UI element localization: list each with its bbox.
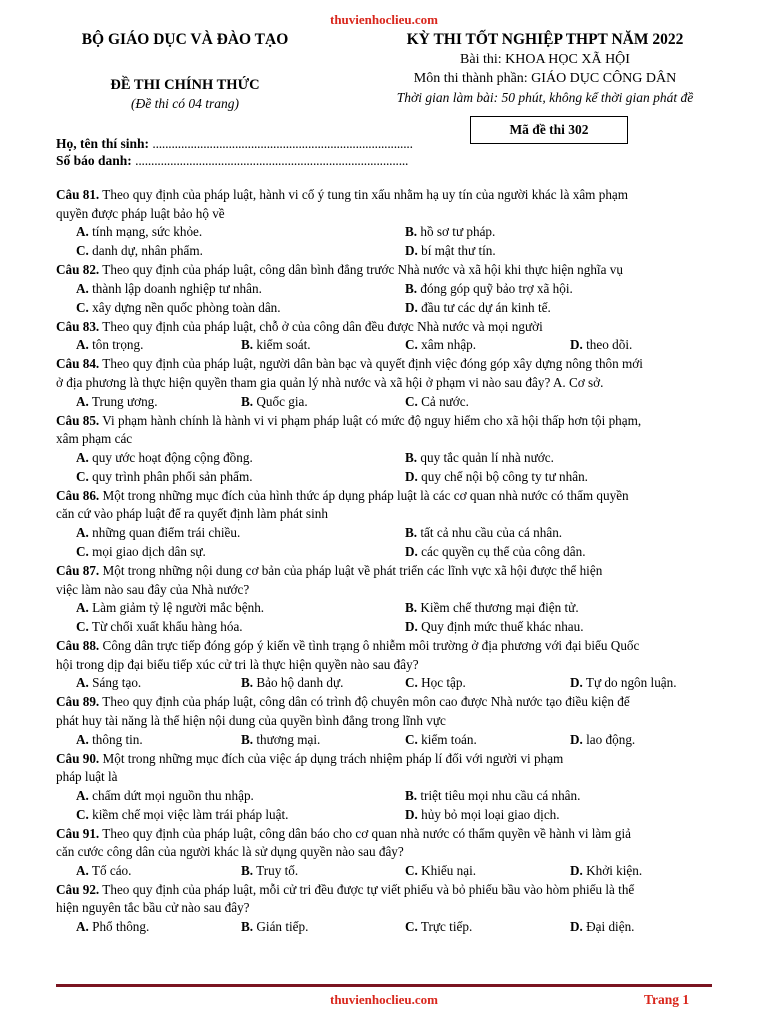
answer-option[interactable] bbox=[241, 862, 298, 881]
option-letter: D. bbox=[405, 243, 418, 259]
answer-options-row bbox=[56, 242, 728, 261]
answer-option[interactable] bbox=[405, 468, 588, 487]
page-count-note: (Đề thi có 04 trang) bbox=[131, 96, 239, 111]
question-text-line bbox=[56, 825, 728, 844]
answer-option[interactable] bbox=[76, 280, 262, 299]
answer-option[interactable] bbox=[76, 242, 203, 261]
option-text: lao động. bbox=[586, 731, 636, 747]
question-text: Theo quy định của pháp luật, người dân bàn bạc và quyết định việc đóng góp xây dựng nông thôn mới bbox=[102, 356, 643, 372]
subject-line: Bài thi: KHOA HỌC XÃ HỘI bbox=[460, 52, 630, 67]
question-list bbox=[56, 186, 728, 937]
site-watermark-bottom[interactable]: thuvienhoclieu.com bbox=[330, 992, 438, 1007]
page-number: Trang 1 bbox=[644, 992, 690, 1007]
question bbox=[56, 318, 728, 356]
option-text: tôn trọng. bbox=[92, 337, 144, 353]
answer-option[interactable] bbox=[241, 393, 308, 412]
answer-option[interactable] bbox=[405, 918, 472, 937]
option-letter: B. bbox=[241, 337, 254, 353]
answer-option[interactable] bbox=[241, 674, 343, 693]
option-letter: B. bbox=[405, 787, 418, 803]
option-text: quy ước hoạt động cộng đồng. bbox=[92, 449, 253, 465]
question-text-line bbox=[56, 712, 728, 731]
question-text-line bbox=[56, 768, 728, 787]
candidate-name-label: Họ, tên thí sinh: bbox=[56, 136, 150, 151]
option-text: Sáng tạo. bbox=[92, 675, 142, 691]
option-letter: D. bbox=[405, 468, 418, 484]
site-watermark-top[interactable]: thuvienhoclieu.com bbox=[330, 12, 438, 27]
option-letter: C. bbox=[76, 299, 89, 315]
answer-option[interactable] bbox=[405, 336, 476, 355]
option-letter: C. bbox=[76, 468, 89, 484]
question-number: Câu 84. bbox=[56, 356, 100, 372]
option-letter: C. bbox=[76, 806, 89, 822]
option-letter: D. bbox=[405, 543, 418, 559]
answer-option[interactable] bbox=[405, 674, 466, 693]
option-letter: A. bbox=[76, 731, 89, 747]
answer-option[interactable] bbox=[405, 393, 469, 412]
question-text: hội trong dịp đại biểu tiếp xúc cử tri là thực hiện quyền nào sau đây? bbox=[56, 656, 419, 672]
candidate-id-blank: ...................................................................................... bbox=[135, 153, 409, 168]
answer-option[interactable] bbox=[76, 393, 158, 412]
footer-divider bbox=[56, 984, 712, 987]
option-text: đóng góp quỹ bảo trợ xã hội. bbox=[420, 280, 573, 296]
option-text: xâm nhập. bbox=[421, 337, 477, 353]
option-letter: D. bbox=[405, 806, 418, 822]
option-letter: D. bbox=[570, 919, 583, 935]
answer-option[interactable] bbox=[76, 336, 143, 355]
question bbox=[56, 750, 728, 825]
option-text: xây dựng nền quốc phòng toàn dân. bbox=[92, 299, 281, 315]
option-text: triệt tiêu mọi nhu cầu cá nhân. bbox=[420, 787, 581, 803]
question-text-line bbox=[56, 430, 728, 449]
ministry-name: BỘ GIÁO DỤC VÀ ĐÀO TẠO bbox=[81, 31, 289, 48]
exam-code-box: Mã đề thi 302 bbox=[470, 116, 628, 144]
answer-option[interactable] bbox=[405, 787, 580, 806]
answer-option[interactable] bbox=[76, 524, 240, 543]
question-number: Câu 89. bbox=[56, 694, 100, 710]
answer-option[interactable] bbox=[76, 674, 141, 693]
question-text-line bbox=[56, 581, 728, 600]
option-text: Từ chối xuất khẩu hàng hóa. bbox=[91, 619, 243, 635]
option-text: quy tắc quản lí nhà nước. bbox=[420, 449, 554, 465]
answer-options-row bbox=[56, 787, 728, 806]
answer-option[interactable] bbox=[76, 449, 253, 468]
option-text: Gián tiếp. bbox=[256, 919, 309, 935]
option-letter: A. bbox=[76, 449, 89, 465]
answer-option[interactable] bbox=[241, 731, 320, 750]
option-text: Trực tiếp. bbox=[420, 919, 473, 935]
question-text-line bbox=[56, 881, 728, 900]
option-text: bí mật thư tín. bbox=[421, 243, 496, 259]
option-letter: A. bbox=[76, 600, 89, 616]
question bbox=[56, 693, 728, 749]
option-text: thông tin. bbox=[92, 731, 143, 747]
option-text: thương mại. bbox=[256, 731, 321, 747]
question bbox=[56, 881, 728, 937]
option-letter: B. bbox=[241, 862, 254, 878]
option-text: Học tập. bbox=[421, 675, 466, 691]
answer-option[interactable] bbox=[241, 918, 308, 937]
option-letter: D. bbox=[405, 299, 418, 315]
option-letter: B. bbox=[241, 393, 254, 409]
option-letter: B. bbox=[405, 280, 418, 296]
option-letter: C. bbox=[76, 243, 89, 259]
question-text-line bbox=[56, 318, 728, 337]
question-text: hiện nguyên tắc bầu cử nào sau đây? bbox=[56, 900, 250, 916]
candidate-id-row bbox=[56, 153, 408, 169]
option-text: Truy tố. bbox=[256, 862, 299, 878]
question-text-line bbox=[56, 843, 728, 862]
question-text-line bbox=[56, 637, 728, 656]
option-text: Kiềm chế thương mại điện tử. bbox=[420, 600, 579, 616]
option-text: chấm dứt mọi nguồn thu nhập. bbox=[92, 787, 254, 803]
option-text: hủy bỏ mọi loại giao dịch. bbox=[421, 806, 560, 822]
option-letter: D. bbox=[570, 675, 583, 691]
option-text: tất cả nhu cầu của cá nhân. bbox=[420, 524, 563, 540]
option-text: Đại diện. bbox=[586, 919, 635, 935]
question-text: Công dân trực tiếp đóng góp ý kiến về tình trạng ô nhiễm môi trường ở địa phương với đại biểu Quốc bbox=[102, 638, 640, 654]
option-letter: A. bbox=[76, 787, 89, 803]
option-text: Khiếu nại. bbox=[421, 862, 477, 878]
option-text: Tố cáo. bbox=[91, 862, 132, 878]
answer-option[interactable] bbox=[405, 862, 476, 881]
answer-option[interactable] bbox=[405, 618, 584, 637]
question-number: Câu 81. bbox=[56, 187, 100, 202]
answer-option[interactable] bbox=[570, 731, 635, 750]
candidate-id-label: Số báo danh: bbox=[56, 153, 132, 168]
question-text-line bbox=[56, 205, 728, 224]
option-text: hồ sơ tư pháp. bbox=[420, 224, 496, 240]
question-text-line bbox=[56, 750, 728, 769]
answer-option[interactable] bbox=[76, 806, 288, 825]
option-text: Phổ thông. bbox=[92, 919, 150, 935]
question-text-line bbox=[56, 693, 728, 712]
question-text-line bbox=[56, 899, 728, 918]
answer-option[interactable] bbox=[76, 468, 253, 487]
question-text-line bbox=[56, 261, 728, 280]
answer-options-row bbox=[56, 336, 728, 355]
answer-options-row bbox=[56, 862, 728, 881]
option-letter: B. bbox=[241, 675, 254, 691]
option-text: đầu tư các dự án kinh tế. bbox=[421, 299, 551, 315]
option-letter: B. bbox=[241, 919, 254, 935]
answer-options-row bbox=[56, 731, 728, 750]
question bbox=[56, 186, 728, 261]
option-letter: C. bbox=[405, 337, 418, 353]
answer-option[interactable] bbox=[570, 336, 632, 355]
answer-option[interactable] bbox=[241, 336, 311, 355]
option-text: Tự do ngôn luận. bbox=[585, 675, 677, 691]
option-letter: A. bbox=[76, 280, 89, 296]
question bbox=[56, 637, 728, 693]
option-letter: C. bbox=[76, 543, 89, 559]
option-letter: C. bbox=[405, 862, 418, 878]
question-text: Theo quy định của pháp luật, chỗ ở của công dân đều được Nhà nước và mọi người bbox=[102, 318, 543, 334]
option-letter: A. bbox=[76, 919, 89, 935]
official-exam-label: ĐỀ THI CHÍNH THỨC bbox=[110, 77, 260, 93]
candidate-name-blank: .................................................................................. bbox=[152, 136, 413, 151]
answer-options-row bbox=[56, 599, 728, 618]
question-text: việc làm nào sau đây của Nhà nước? bbox=[56, 581, 250, 597]
question-text: Theo quy định của pháp luật, hành vi cố ý tung tin xấu nhằm hạ uy tín của người khác là xâm phạm bbox=[102, 187, 629, 202]
option-letter: B. bbox=[405, 449, 418, 465]
option-text: kiểm toán. bbox=[421, 731, 477, 747]
question-text-line bbox=[56, 505, 728, 524]
exam-title: KỲ THI TỐT NGHIỆP THPT NĂM 2022 bbox=[406, 31, 684, 48]
question-text-line bbox=[56, 562, 728, 581]
answer-option[interactable] bbox=[570, 862, 642, 881]
option-letter: C. bbox=[405, 675, 418, 691]
question-number: Câu 86. bbox=[56, 487, 100, 503]
question-text: Một trong những mục đích của việc áp dụng trách nhiệm pháp lí đối với người vi phạm bbox=[102, 750, 564, 766]
question-text-line bbox=[56, 656, 728, 675]
time-note: Thời gian làm bài: 50 phút, không kể thời gian phát đề bbox=[396, 90, 694, 105]
question-text: Một trong những mục đích của hình thức áp dụng pháp luật là các cơ quan nhà nước có thẩm quyền bbox=[102, 487, 629, 503]
option-letter: A. bbox=[76, 862, 89, 878]
question bbox=[56, 355, 728, 411]
answer-option[interactable] bbox=[405, 299, 551, 318]
answer-options-row bbox=[56, 280, 728, 299]
option-text: thành lập doanh nghiệp tư nhân. bbox=[92, 280, 262, 296]
question-number: Câu 82. bbox=[56, 262, 100, 278]
question bbox=[56, 261, 728, 318]
answer-options-row bbox=[56, 524, 728, 543]
answer-option[interactable] bbox=[405, 806, 560, 825]
option-text: những quan điểm trái chiều. bbox=[92, 524, 241, 540]
answer-option[interactable] bbox=[76, 731, 143, 750]
answer-options-row bbox=[56, 449, 728, 468]
question-number: Câu 87. bbox=[56, 562, 100, 578]
answer-option[interactable] bbox=[76, 862, 131, 881]
question-number: Câu 90. bbox=[56, 750, 100, 766]
question-number: Câu 92. bbox=[56, 881, 100, 897]
answer-option[interactable] bbox=[405, 449, 554, 468]
question bbox=[56, 412, 728, 487]
candidate-name-row bbox=[56, 136, 413, 152]
option-letter: D. bbox=[570, 337, 583, 353]
option-text: tính mạng, sức khỏe. bbox=[92, 224, 203, 240]
answer-option[interactable] bbox=[570, 918, 634, 937]
answer-option[interactable] bbox=[405, 543, 586, 562]
option-letter: B. bbox=[405, 600, 418, 616]
option-letter: C. bbox=[405, 919, 418, 935]
question-text: Theo quy định của pháp luật, công dân bình đẳng trước Nhà nước và xã hội khi thực hiện nghĩa vụ bbox=[102, 262, 623, 278]
option-letter: D. bbox=[405, 619, 418, 635]
option-text: kiểm soát. bbox=[256, 337, 311, 353]
option-letter: A. bbox=[76, 524, 89, 540]
question-text: căn cước công dân của người khác là sử dụng quyền nào sau đây? bbox=[56, 844, 404, 860]
question-text: pháp luật là bbox=[56, 769, 118, 785]
answer-option[interactable] bbox=[405, 731, 477, 750]
answer-options-row bbox=[56, 393, 728, 412]
answer-option[interactable] bbox=[76, 918, 149, 937]
question-text: Theo quy định của pháp luật, mỗi cử tri đều được tự viết phiếu và bỏ phiếu bầu vào hòm phiếu là thể bbox=[102, 881, 635, 897]
option-text: quy trình phân phối sản phẩm. bbox=[92, 468, 253, 484]
answer-option[interactable] bbox=[570, 674, 677, 693]
option-text: Làm giảm tỷ lệ người mắc bệnh. bbox=[92, 600, 265, 616]
answer-option[interactable] bbox=[405, 599, 579, 618]
question-text: Một trong những nội dung cơ bản của pháp luật về phát triển các lĩnh vực xã hội được thể hiện bbox=[102, 562, 603, 578]
question-number: Câu 88. bbox=[56, 638, 100, 654]
question-number: Câu 83. bbox=[56, 318, 100, 334]
question-text-line bbox=[56, 487, 728, 506]
option-text: Trung ương. bbox=[91, 393, 158, 409]
answer-option[interactable] bbox=[76, 599, 264, 618]
option-letter: C. bbox=[76, 619, 89, 635]
option-text: Quốc gia. bbox=[256, 393, 308, 409]
option-letter: B. bbox=[241, 731, 254, 747]
answer-options-row bbox=[56, 918, 728, 937]
option-text: quy chế nội bộ công ty tư nhân. bbox=[421, 468, 588, 484]
question-text-line bbox=[56, 186, 728, 205]
question-text: phát huy tài năng là thể hiện nội dung của quyền bình đẳng trong lĩnh vực bbox=[56, 712, 446, 728]
option-text: theo dõi. bbox=[586, 337, 633, 353]
question-text: xâm phạm các bbox=[56, 431, 133, 447]
option-letter: B. bbox=[405, 524, 418, 540]
option-text: kiềm chế mọi việc làm trái pháp luật. bbox=[92, 806, 289, 822]
answer-option[interactable] bbox=[405, 223, 495, 242]
question-text: Theo quy định của pháp luật, công dân có trình độ chuyên môn cao được Nhà nước tạo điều kiện để bbox=[102, 694, 630, 710]
answer-options-row bbox=[56, 806, 728, 825]
question-text: căn cứ vào pháp luật để ra quyết định làm phát sinh bbox=[56, 506, 328, 522]
question-number: Câu 91. bbox=[56, 825, 100, 841]
question-text: Theo quy định của pháp luật, công dân báo cho cơ quan nhà nước có thẩm quyền về hành vi làm giả bbox=[102, 825, 631, 841]
question-text-line bbox=[56, 374, 728, 393]
option-text: mọi giao dịch dân sự. bbox=[92, 543, 206, 559]
answer-option[interactable] bbox=[76, 223, 202, 242]
question bbox=[56, 825, 728, 881]
answer-options-row bbox=[56, 468, 728, 487]
answer-option[interactable] bbox=[405, 280, 573, 299]
question-text: ở địa phương là thực hiện quyền tham gia quản lý nhà nước và xã hội ở phạm vi nào sau đây? A. Cơ sở. bbox=[56, 374, 604, 390]
answer-options-row bbox=[56, 223, 728, 242]
answer-options-row bbox=[56, 674, 728, 693]
question-text-line bbox=[56, 355, 728, 374]
answer-options-row bbox=[56, 543, 728, 562]
answer-option[interactable] bbox=[76, 543, 206, 562]
question bbox=[56, 487, 728, 562]
answer-options-row bbox=[56, 618, 728, 637]
option-text: các quyền cụ thể của công dân. bbox=[421, 543, 586, 559]
answer-option[interactable] bbox=[76, 618, 243, 637]
option-text: danh dự, nhân phẩm. bbox=[92, 243, 203, 259]
question-number: Câu 85. bbox=[56, 412, 100, 428]
option-letter: D. bbox=[570, 731, 583, 747]
option-text: Bảo hộ danh dự. bbox=[256, 675, 344, 691]
option-letter: B. bbox=[405, 224, 418, 240]
option-letter: A. bbox=[76, 675, 89, 691]
answer-option[interactable] bbox=[405, 242, 496, 261]
option-letter: A. bbox=[76, 224, 89, 240]
answer-options-row bbox=[56, 299, 728, 318]
option-text: Cả nước. bbox=[421, 393, 469, 409]
option-letter: D. bbox=[570, 862, 583, 878]
answer-option[interactable] bbox=[76, 299, 281, 318]
question-text-line bbox=[56, 412, 728, 431]
question-text: quyền được pháp luật bảo hộ về bbox=[56, 205, 225, 221]
answer-option[interactable] bbox=[405, 524, 562, 543]
answer-option[interactable] bbox=[76, 787, 254, 806]
option-text: Khởi kiện. bbox=[586, 862, 643, 878]
option-letter: C. bbox=[405, 731, 418, 747]
option-letter: C. bbox=[405, 393, 418, 409]
question bbox=[56, 562, 728, 637]
component-subject-line: Môn thi thành phần: GIÁO DỤC CÔNG DÂN bbox=[413, 71, 677, 86]
option-letter: A. bbox=[76, 393, 89, 409]
option-text: Quy định mức thuế khác nhau. bbox=[421, 619, 584, 635]
question-text: Vi phạm hành chính là hành vi vi phạm pháp luật có mức độ nguy hiểm cho xã hội thấp hơn tội phạm, bbox=[102, 412, 642, 428]
option-letter: A. bbox=[76, 337, 89, 353]
